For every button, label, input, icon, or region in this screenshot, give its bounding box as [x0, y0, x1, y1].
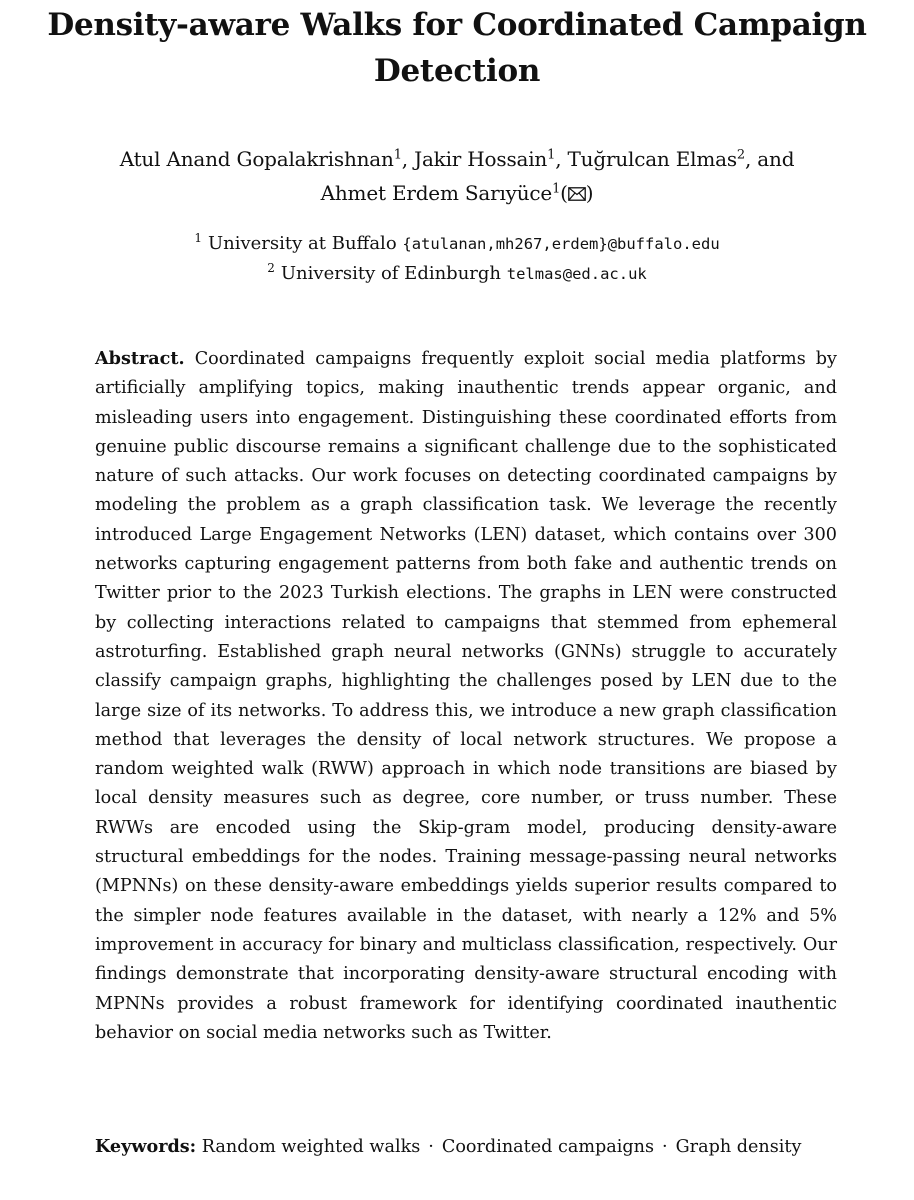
author-affiliation-mark: 2	[736, 147, 745, 163]
keyword-item: Coordinated campaigns	[441, 1137, 655, 1157]
author-name: Tuğrulcan Elmas	[567, 147, 737, 171]
author-affiliation-mark: 1	[393, 147, 402, 163]
keywords-label: Keywords:	[95, 1136, 197, 1157]
author-list	[20, 142, 894, 210]
affiliation-line	[20, 259, 894, 289]
author-separator: ,	[555, 147, 568, 171]
author-name: Jakir Hossain	[414, 147, 548, 171]
affiliation-list	[20, 229, 894, 289]
author-separator: , and	[744, 147, 795, 171]
author-name: Atul Anand Gopalakrishnan	[119, 147, 394, 171]
keywords	[95, 1132, 837, 1162]
contact-mark: ( )	[560, 181, 594, 205]
affiliation-name: University of Edinburgh	[280, 263, 502, 284]
abstract	[95, 344, 837, 1048]
affiliation-number: 1	[194, 231, 202, 245]
author-affiliation-mark: 1	[547, 147, 556, 163]
author-name: Ahmet Erdem Sarıyüce	[320, 181, 553, 205]
abstract-label: Abstract.	[95, 348, 185, 369]
affiliation-number: 2	[267, 261, 275, 275]
affiliation-email: {atulanan,mh267,erdem}@buffalo.edu	[402, 235, 720, 253]
paper-title: Density-aware Walks for Coordinated Campaign Detection	[47, 7, 867, 89]
author-separator: ,	[401, 147, 415, 171]
keyword-separator: ·	[428, 1137, 434, 1157]
envelope-icon	[568, 187, 586, 201]
keyword-item: Random weighted walks	[201, 1137, 421, 1157]
affiliation-email: telmas@ed.ac.uk	[506, 265, 647, 283]
author-affiliation-mark: 1	[552, 181, 561, 197]
keyword-item: Graph density	[675, 1137, 802, 1157]
abstract-text: Coordinated campaigns frequently exploit social media platforms by artificially amplifying topics, making inauthentic trends appear organic, and misleading users into engagement. Distinguishing these coordinated efforts from genuine public discourse remains a significant challenge due to the sophisticated nature of such attacks. Our work focuses on detecting coordinated campaigns by modeling the problem as a graph classification task. We leverage the recently introduced Large Engagement Networks (LEN) dataset, which contains over 300 networks capturing engagement patterns from both fake and authentic trends on Twitter prior to the 2023 Turkish elections. The graphs in LEN were constructed by collecting interactions related to campaigns that stemmed from ephemeral astroturfing. Established graph neural networks (GNNs) struggle to accurately classify campaign graphs, highlighting the challenges posed by LEN due to the large size of its networks. To address this, we introduce a new graph classification method that leverages the density of local network structures. We propose a random weighted walk (RWW) approach in which node transitions are biased by local density measures such as degree, core number, or truss number. These RWWs are encoded using the Skip-gram model, producing density-aware structural embeddings for the nodes. Training message-passing neural networks (MPNNs) on these density-aware embeddings yields superior results compared to the simpler node features available in the dataset, with nearly a 12% and 5% improvement in accuracy for binary and multiclass classification, respectively. Our findings demonstrate that incorporating density-aware structural encoding with MPNNs provides a robust framework for identifying coordinated inauthentic behavior on social media networks such as Twitter.	[95, 349, 838, 1043]
affiliation-name: University at Buffalo	[207, 233, 397, 254]
keyword-separator: ·	[662, 1137, 668, 1157]
affiliation-line	[20, 229, 894, 259]
